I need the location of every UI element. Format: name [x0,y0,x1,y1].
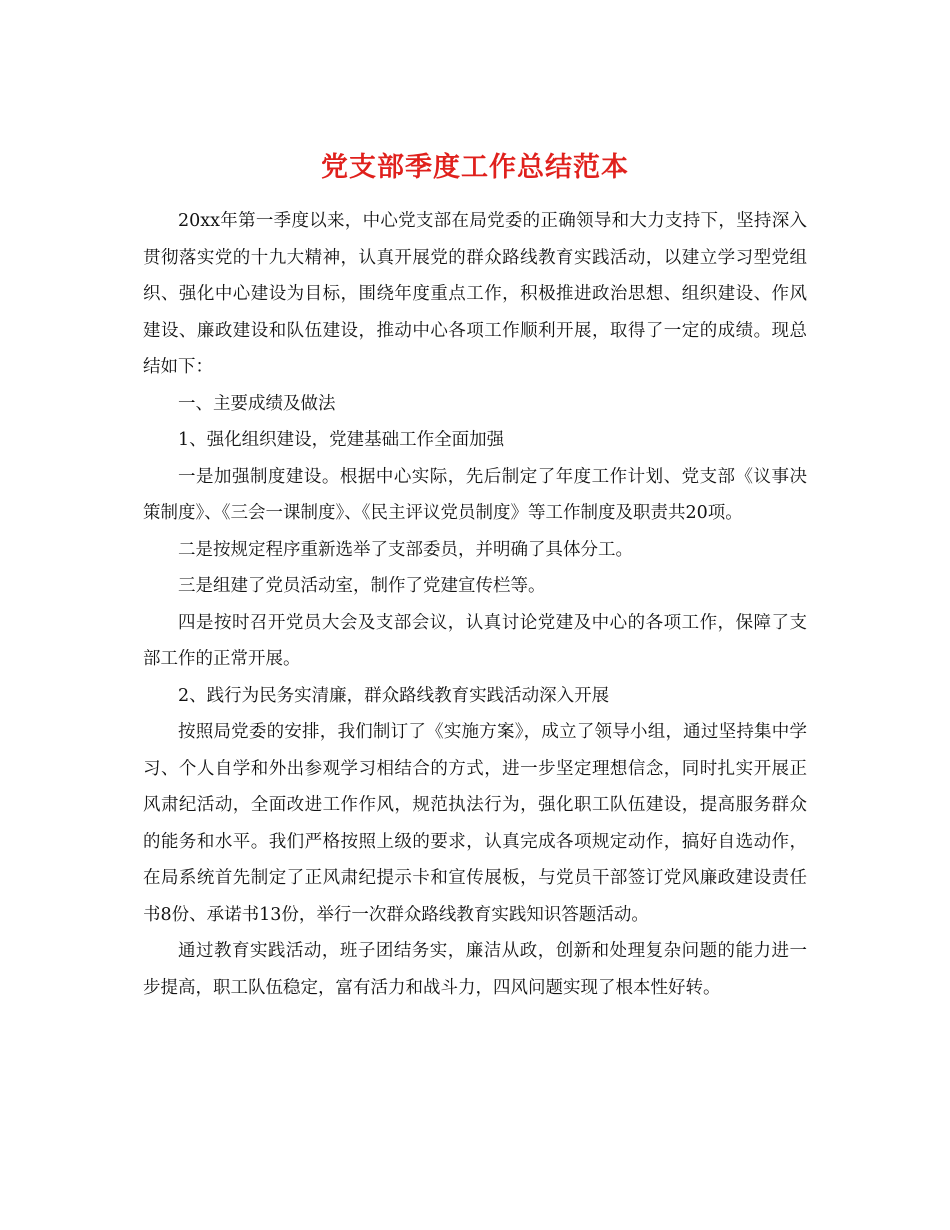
paragraph-meetings: 四是按时召开党员大会及支部会议，认真讨论党建及中心的各项工作，保障了支部工作的正常开展。 [143,612,807,669]
paragraph-activity-room: 三是组建了党员活动室，制作了党建宣传栏等。 [178,576,546,596]
paragraph-system-building: 一是加强制度建设。根据中心实际，先后制定了年度工作计划、党支部《议事决策制度》、《三会一课制度》、《民主评议党员制度》等工作制度及职责共20项。 [143,466,807,523]
paragraph-results: 通过教育实践活动，班子团结务实，廉洁从政，创新和处理复杂问题的能力进一步提高，职工队伍稳定，富有活力和战斗力，四风问题实现了根本性好转。 [143,941,807,998]
paragraph-election: 二是按规定程序重新选举了支部委员，并明确了具体分工。 [178,539,633,560]
document-title: 党支部季度工作总结范本 [321,152,629,184]
paragraph-implementation-plan: 按照局党委的安排，我们制订了《实施方案》，成立了领导小组，通过坚持集中学习、个人自学和外出参观学习相结合的方式，进一步坚定理想信念，同时扎实开展正风肃纪活动，全面改进工作作风，规范执法行为，强化职工队伍建设，提高服务群众的能务和水平。我们严格按照上级的要求，认真完成各项规定动作，搞好自选动作，在局系统首先制定了正风肃纪提示卡和宣传展板，与党员干部签订党风廉政建设责任书8份、承诺书13份，举行一次群众路线教育实践知识答题活动。 [143,722,807,925]
subheading-mass-line: 2、践行为民务实清廉，群众路线教育实践活动深入开展 [178,685,610,706]
subheading-organization-building: 1、强化组织建设，党建基础工作全面加强 [178,430,505,450]
paragraph-intro: 20xx年第一季度以来，中心党支部在局党委的正确领导和大力支持下，坚持深入贯彻落实党的十九大精神，认真开展党的群众路线教育实践活动，以建立学习型党组织、强化中心建设为目标，围绕年度重点工作，积极推进政治思想、组织建设、作风建设、廉政建设和队伍建设，推动中心各项工作顺利开展，取得了一定的成绩。现总结如下： [143,211,807,377]
section-heading-main-achievements: 一、主要成绩及做法 [178,393,336,414]
document-body [143,203,807,1006]
